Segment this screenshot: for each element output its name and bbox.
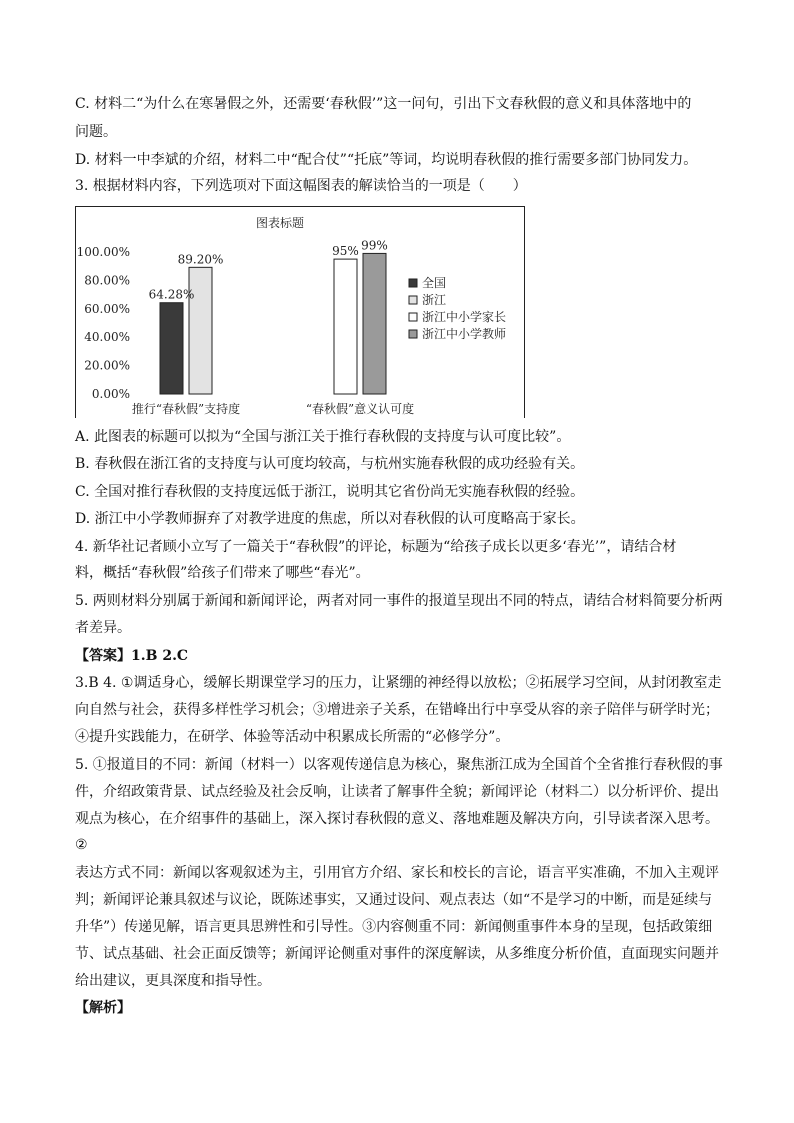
legend-label: 浙江 xyxy=(422,293,447,307)
question-3-stem: 3. 根据材料内容，下列选项对下面这幅图表的解读恰当的一项是（ ） xyxy=(75,178,527,194)
legend-label: 浙江中小学教师 xyxy=(422,327,507,341)
question-4-line1: 4. 新华社记者顾小立写了一篇关于“春秋假”的评论，标题为“给孩子成长以更多‘春光’”，请结合材 xyxy=(75,539,677,555)
chart-title: 图表标题 xyxy=(255,216,305,230)
x-category-label: 推行“春秋假”支持度 xyxy=(131,402,241,416)
answer-5-line1: 5. ①报道目的不同：新闻（材料一）以客观传递信息为核心，聚焦浙江成为全国首个全省推行春秋假的事 xyxy=(75,757,723,773)
answer-4-line1: 3.B 4. ①调适身心，缓解长期课堂学习的压力，让紧绷的神经得以放松；②拓展学习空间，从封闭教室走 xyxy=(75,675,722,691)
data-label: 95% xyxy=(332,244,359,259)
option-d-q3: D. 浙江中小学教师摒弃了对教学进度的焦虑，所以对春秋假的认可度略高于家长。 xyxy=(75,511,585,527)
bar-浙江中小学教师 xyxy=(363,253,386,394)
question-5-line1: 5. 两则材料分别属于新闻和新闻评论，两者对同一事件的报道呈现出不同的特点，请结合材料简要分析两 xyxy=(75,593,723,609)
option-c: C. 全国对推行春秋假的支持度远低于浙江，说明其它省份尚无实施春秋假的经验。 xyxy=(75,484,585,500)
option-a: A. 此图表的标题可以拟为“全国与浙江关于推行春秋假的支持度与认可度比较”。 xyxy=(75,429,571,445)
legend-swatch xyxy=(409,279,417,287)
chart-canvas xyxy=(76,207,526,419)
y-tick-label: 60.00% xyxy=(84,301,130,316)
option-c-line1: C. 材料二“为什么在寒暑假之外，还需要‘春秋假’”这一问句，引出下文春秋假的意义和具体落地中的 xyxy=(75,96,692,112)
answer-5-line2: 件，介绍政策背景、试点经验及社会反响，让读者了解事件全貌；新闻评论（材料二）以分析评价、提出 xyxy=(75,784,719,800)
y-tick-label: 40.00% xyxy=(84,330,130,345)
answer-5-line7: 节、试点基础、社会正面反馈等；新闻评论侧重对事件的深度解读，从多维度分析价值，直面现实问题并 xyxy=(75,946,719,962)
data-label: 89.20% xyxy=(177,252,224,267)
legend-swatch xyxy=(409,296,417,304)
option-d: D. 材料一中李斌的介绍，材料二中“配合仗”“托底”等词，均说明春秋假的推行需要多部门协同发力。 xyxy=(75,152,698,168)
bar-浙江中小学家长 xyxy=(334,259,357,394)
y-tick-label: 80.00% xyxy=(84,273,130,288)
bar-全国 xyxy=(160,303,183,394)
answer-5-marker: ② xyxy=(75,837,88,853)
data-label: 99% xyxy=(361,238,388,253)
answer-4-line3: ④提升实践能力，在研学、体验等活动中积累成长所需的“必修学分”。 xyxy=(75,729,510,745)
x-category-label: “春秋假”意义认可度 xyxy=(305,402,415,416)
answer-5-line8: 给出建议，更具深度和指导性。 xyxy=(75,973,271,989)
question-4-line2: 料，概括“春秋假”给孩子们带来了哪些“春光”。 xyxy=(75,565,370,581)
y-tick-label: 20.00% xyxy=(84,358,130,373)
bar-chart xyxy=(75,206,525,418)
legend-label: 浙江中小学家长 xyxy=(422,310,507,324)
answer-5-line4: 表达方式不同：新闻以客观叙述为主，引用官方介绍、家长和校长的言论，语言平实准确，不加入主观评 xyxy=(75,865,719,881)
answer-5-line5: 判；新闻评论兼具叙述与议论，既陈述事实，又通过设问、观点表达（如“不是学习的中断，而是延续与 xyxy=(75,892,713,908)
legend-swatch xyxy=(409,330,417,338)
legend-swatch xyxy=(409,313,417,321)
data-label: 64.28% xyxy=(148,287,195,302)
option-b: B. 春秋假在浙江省的支持度与认可度均较高，与杭州实施春秋假的成功经验有关。 xyxy=(75,456,585,472)
y-tick-label: 0.00% xyxy=(91,387,130,401)
legend-label: 全国 xyxy=(422,276,447,290)
answer-heading: 【答案】1.B 2.C xyxy=(75,648,189,664)
analysis-heading: 【解析】 xyxy=(75,1000,131,1016)
answer-5-line6: 升华”）传递见解，语言更具思辨性和引导性。③内容侧重不同：新闻侧重事件本身的呈现，包括政策细 xyxy=(75,919,713,935)
question-5-line2: 者差异。 xyxy=(75,620,131,636)
answer-4-line2: 向自然与社会，获得多样性学习机会；③增进亲子关系，在错峰出行中享受从容的亲子陪伴与研学时光； xyxy=(75,702,719,718)
answer-5-line3: 观点为核心，在介绍事件的基础上，深入探讨春秋假的意义、落地难题及解决方向，引导读者深入思考。 xyxy=(75,811,719,827)
option-c-line2: 问题。 xyxy=(75,124,117,140)
y-tick-label: 100.00% xyxy=(76,245,130,259)
bar-浙江 xyxy=(189,267,212,394)
